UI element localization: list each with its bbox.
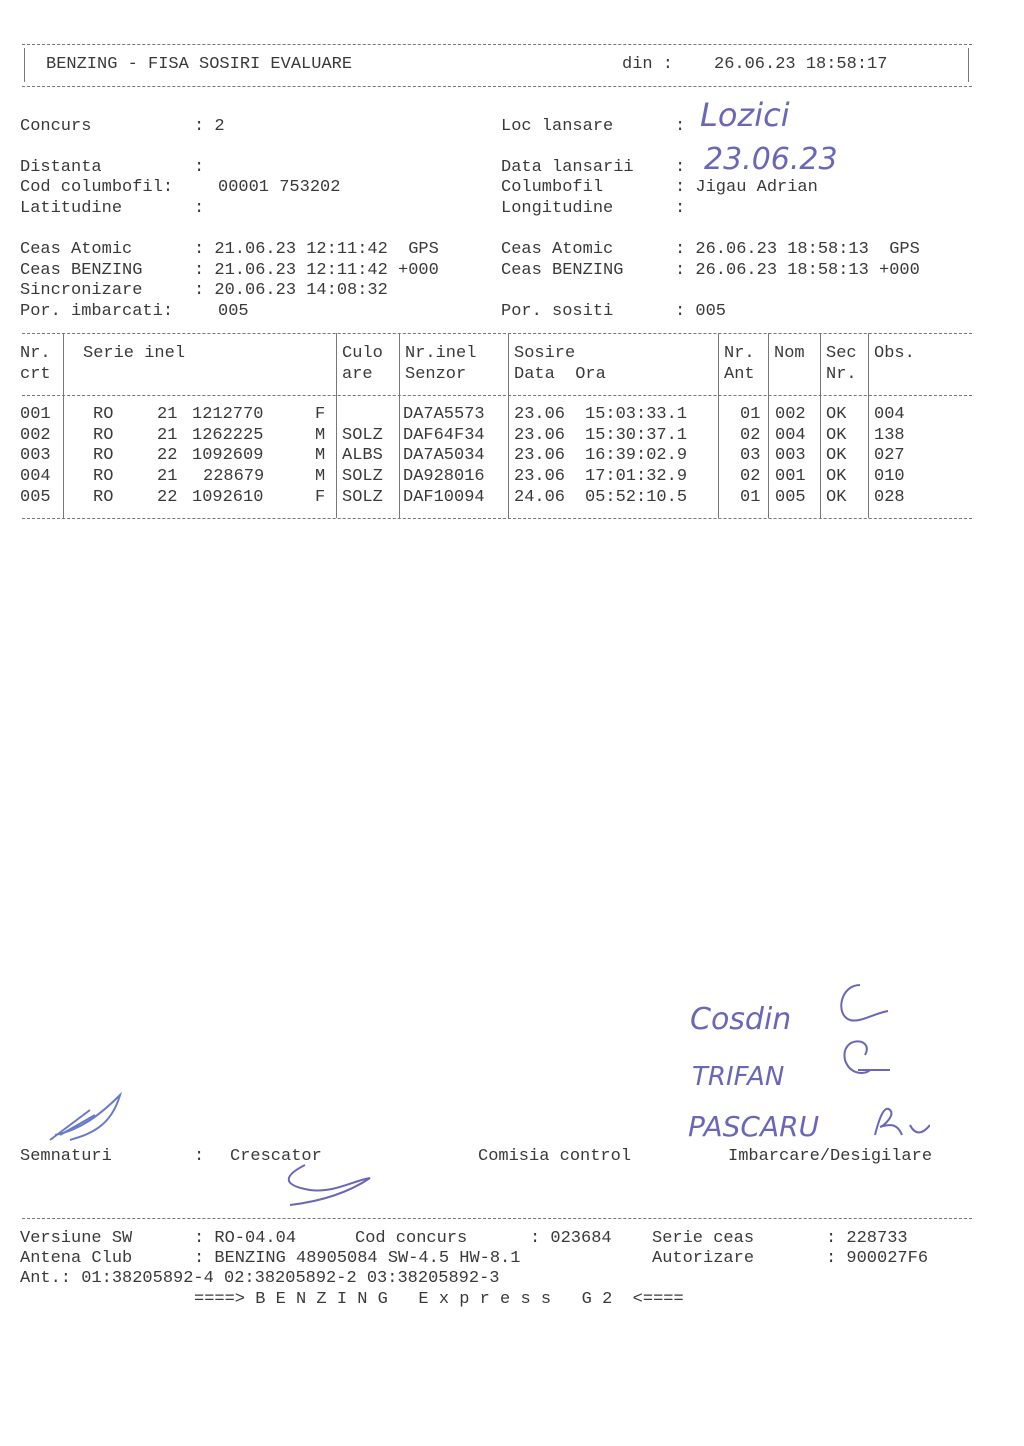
versiune-label: Versiune SW: [20, 1229, 133, 1248]
cell-obs: 027: [874, 446, 905, 465]
cell-year: 21: [157, 467, 178, 486]
cell-year: 22: [157, 446, 178, 465]
cell-obs: 004: [874, 405, 905, 424]
serie-ceas-label: Serie ceas: [652, 1229, 755, 1248]
th-nom: Nom: [774, 344, 805, 363]
cell-ant: 03: [740, 446, 761, 465]
cell-year: 21: [157, 426, 178, 445]
ceas-benzing-right-label: Ceas BENZING: [501, 261, 624, 280]
antena-label: Antena Club: [20, 1249, 133, 1268]
cell-country: RO: [93, 446, 114, 465]
cell-ring: 1262225: [192, 426, 264, 445]
cell-country: RO: [93, 405, 114, 424]
cell-color: SOLZ: [342, 467, 383, 486]
cod-columbofil-label: Cod columbofil:: [20, 178, 174, 197]
cell-sex: M: [315, 426, 326, 445]
cell-color: ALBS: [342, 446, 383, 465]
cell-country: RO: [93, 426, 114, 445]
cell-sensor: DA7A5034: [403, 446, 485, 465]
loc-lansare-label: Loc lansare: [501, 117, 614, 136]
cell-nr: 003: [20, 446, 51, 465]
table-col-divider: [820, 333, 821, 518]
serie-ceas-value: : 228733: [826, 1229, 908, 1248]
table-bottom-rule: [22, 518, 972, 519]
cell-nom: 004: [775, 426, 806, 445]
cell-date: 23.06: [514, 467, 566, 486]
distanta-label: Distanta: [20, 158, 102, 177]
cell-obs: 010: [874, 467, 905, 486]
din-value: 26.06.23 18:58:17: [714, 55, 888, 74]
por-sositi-value: : 005: [675, 302, 727, 321]
cell-obs: 028: [874, 488, 905, 507]
document-title: BENZING - FISA SOSIRI EVALUARE: [46, 55, 353, 74]
cell-time: 05:52:10.5: [585, 488, 688, 507]
th-nr-crt-line2: crt: [20, 365, 51, 384]
ceas-atomic-right-label: Ceas Atomic: [501, 240, 614, 259]
th-culoare-line1: Culo: [342, 344, 383, 363]
longitudine-value: :: [675, 199, 686, 218]
cell-nr: 002: [20, 426, 51, 445]
cell-nr: 001: [20, 405, 51, 424]
latitudine-label: Latitudine: [20, 199, 123, 218]
th-sec-line1: Sec: [826, 344, 857, 363]
cod-columbofil-value: 00001 753202: [218, 178, 341, 197]
cell-color: SOLZ: [342, 426, 383, 445]
cell-nom: 001: [775, 467, 806, 486]
latitudine-value: :: [194, 199, 205, 218]
cell-sex: F: [315, 405, 326, 424]
cell-ring: 1092609: [192, 446, 264, 465]
por-imbarcati-label: Por. imbarcati:: [20, 302, 174, 321]
columbofil-value: : Jigau Adrian: [675, 178, 818, 197]
cell-nom: 005: [775, 488, 806, 507]
cell-color: SOLZ: [342, 488, 383, 507]
cell-sec: OK: [826, 426, 847, 445]
table-col-divider: [336, 333, 337, 518]
handwritten-name-3: PASCARU: [688, 1110, 820, 1143]
ceas-atomic-left-label: Ceas Atomic: [20, 240, 133, 259]
cell-date: 23.06: [514, 446, 566, 465]
handwritten-name-2: TRIFAN: [692, 1062, 785, 1092]
table-col-divider: [718, 333, 719, 518]
versiune-value: : RO-04.04: [194, 1229, 297, 1248]
autorizare-label: Autorizare: [652, 1249, 755, 1268]
cell-ant: 01: [740, 488, 761, 507]
antenna-list: Ant.: 01:38205892-4 02:38205892-2 03:38205892-3: [20, 1269, 500, 1288]
cell-sec: OK: [826, 467, 847, 486]
sincronizare-value: : 20.06.23 14:08:32: [194, 281, 388, 300]
loc-lansare-handwritten: Lozici: [700, 96, 790, 134]
table-header-rule: [22, 395, 972, 396]
cell-sec: OK: [826, 446, 847, 465]
th-nr-inel-line2: Senzor: [405, 365, 467, 384]
cell-date: 23.06: [514, 405, 566, 424]
cell-ant: 02: [740, 426, 761, 445]
cell-time: 15:03:33.1: [585, 405, 688, 424]
cell-nom: 003: [775, 446, 806, 465]
th-serie-inel: Serie inel: [83, 344, 186, 363]
cell-nr: 004: [20, 467, 51, 486]
cod-concurs-value: : 023684: [530, 1229, 612, 1248]
header-top-rule: [22, 44, 972, 45]
cell-year: 22: [157, 488, 178, 507]
cell-ring: 1092610: [192, 488, 264, 507]
th-sec-line2: Nr.: [826, 365, 857, 384]
ceas-benzing-left-value: : 21.06.23 12:11:42 +000: [194, 261, 439, 280]
imbarcare-label: Imbarcare/Desigilare: [728, 1147, 933, 1166]
ceas-atomic-right-value: : 26.06.23 18:58:13 GPS: [675, 240, 920, 259]
table-top-rule: [22, 333, 972, 334]
th-nr-crt-line1: Nr.: [20, 344, 51, 363]
cell-obs: 138: [874, 426, 905, 445]
header-left-border: [24, 48, 25, 82]
table-col-divider: [768, 333, 769, 518]
data-lansarii-handwritten: 23.06.23: [704, 142, 838, 177]
por-sositi-label: Por. sositi: [501, 302, 614, 321]
table-col-divider: [868, 333, 869, 518]
handwritten-name-1: Cosdin: [690, 1002, 792, 1037]
cell-date: 23.06: [514, 426, 566, 445]
cell-country: RO: [93, 467, 114, 486]
por-imbarcati-value: 005: [218, 302, 249, 321]
table-col-divider: [508, 333, 509, 518]
semnaturi-label: Semnaturi: [20, 1147, 112, 1166]
cell-ring: 1212770: [192, 405, 264, 424]
header-right-border: [968, 48, 969, 82]
commission-signatures-mark: [830, 975, 930, 1145]
semnaturi-colon: :: [194, 1147, 205, 1166]
brand-line: ====> B E N Z I N G E x p r e s s G 2 <====: [194, 1290, 684, 1309]
cell-sec: OK: [826, 488, 847, 507]
cell-nr: 005: [20, 488, 51, 507]
cell-time: 15:30:37.1: [585, 426, 688, 445]
footer-rule: [22, 1218, 972, 1219]
cell-sensor: DA7A5573: [403, 405, 485, 424]
cell-time: 16:39:02.9: [585, 446, 688, 465]
antena-value: : BENZING 48905084 SW-4.5 HW-8.1: [194, 1249, 521, 1268]
autorizare-value: : 900027F6: [826, 1249, 929, 1268]
cell-sex: F: [315, 488, 326, 507]
cell-sensor: DA928016: [403, 467, 485, 486]
cell-ring: 228679: [203, 467, 265, 486]
cod-concurs-label: Cod concurs: [355, 1229, 468, 1248]
cell-year: 21: [157, 405, 178, 424]
sincronizare-label: Sincronizare: [20, 281, 143, 300]
cell-sensor: DAF10094: [403, 488, 485, 507]
th-nr-ant-line2: Ant: [724, 365, 755, 384]
concurs-label: Concurs: [20, 117, 92, 136]
th-sosire-line1: Sosire: [514, 344, 576, 363]
table-col-divider: [63, 333, 64, 518]
cell-date: 24.06: [514, 488, 566, 507]
ceas-atomic-left-value: : 21.06.23 12:11:42 GPS: [194, 240, 439, 259]
cell-nom: 002: [775, 405, 806, 424]
cell-sensor: DAF64F34: [403, 426, 485, 445]
comisia-label: Comisia control: [478, 1147, 632, 1166]
cell-sex: M: [315, 446, 326, 465]
distanta-value: :: [194, 158, 205, 177]
th-obs: Obs.: [874, 344, 915, 363]
crescator-label: Crescator: [230, 1147, 322, 1166]
concurs-value: : 2: [194, 117, 225, 136]
header-bottom-rule: [22, 86, 972, 87]
th-sosire-line2: Data Ora: [514, 365, 606, 384]
cell-sec: OK: [826, 405, 847, 424]
crescator-signature-mark: [265, 1160, 375, 1210]
data-lansarii-label: Data lansarii: [501, 158, 634, 177]
cell-time: 17:01:32.9: [585, 467, 688, 486]
th-culoare-line2: are: [342, 365, 373, 384]
cell-sex: M: [315, 467, 326, 486]
left-signature-mark: [40, 1090, 130, 1150]
columbofil-label: Columbofil: [501, 178, 604, 197]
cell-ant: 02: [740, 467, 761, 486]
th-nr-inel-line1: Nr.inel: [405, 344, 477, 363]
loc-lansare-colon: :: [675, 117, 686, 136]
table-col-divider: [399, 333, 400, 518]
cell-country: RO: [93, 488, 114, 507]
longitudine-label: Longitudine: [501, 199, 614, 218]
cell-ant: 01: [740, 405, 761, 424]
din-label: din :: [622, 55, 674, 74]
ceas-benzing-left-label: Ceas BENZING: [20, 261, 143, 280]
ceas-benzing-right-value: : 26.06.23 18:58:13 +000: [675, 261, 920, 280]
data-lansarii-colon: :: [675, 158, 686, 177]
th-nr-ant-line1: Nr.: [724, 344, 755, 363]
